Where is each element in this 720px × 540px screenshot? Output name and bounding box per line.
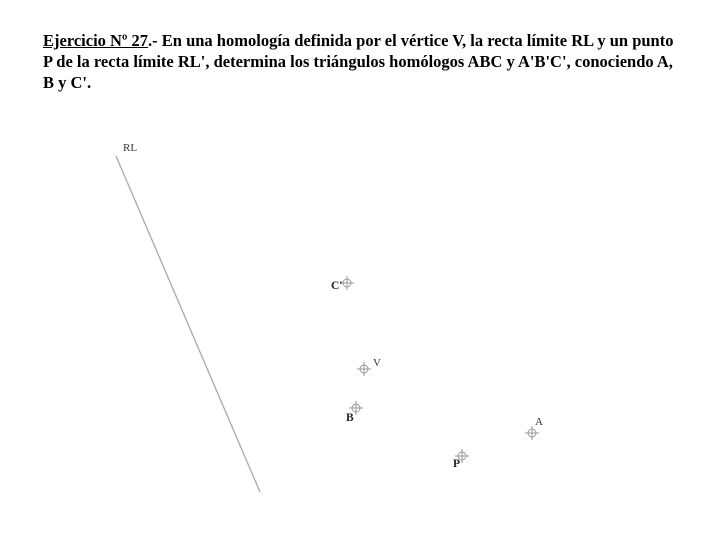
point-v-marker [357,362,371,376]
point-a-label: A [535,416,543,428]
limit-line-rl [116,156,260,492]
exercise-text: .- En una homología definida por el vértice V, la recta límite RL y un punto P de la recta límite RL', determina los triángulos homólogos ABC y A'B'C', conociendo A, B y C'. [43,31,674,92]
limit-line-rl-label: RL [123,142,138,154]
point-a-marker [525,426,539,440]
point-p-label: P [453,458,461,470]
point-c-prime-label: C' [331,280,343,292]
point-b-label: B [346,412,354,424]
point-v-label: V [373,357,381,369]
exercise-heading: Ejercicio Nº 27 [43,31,149,50]
